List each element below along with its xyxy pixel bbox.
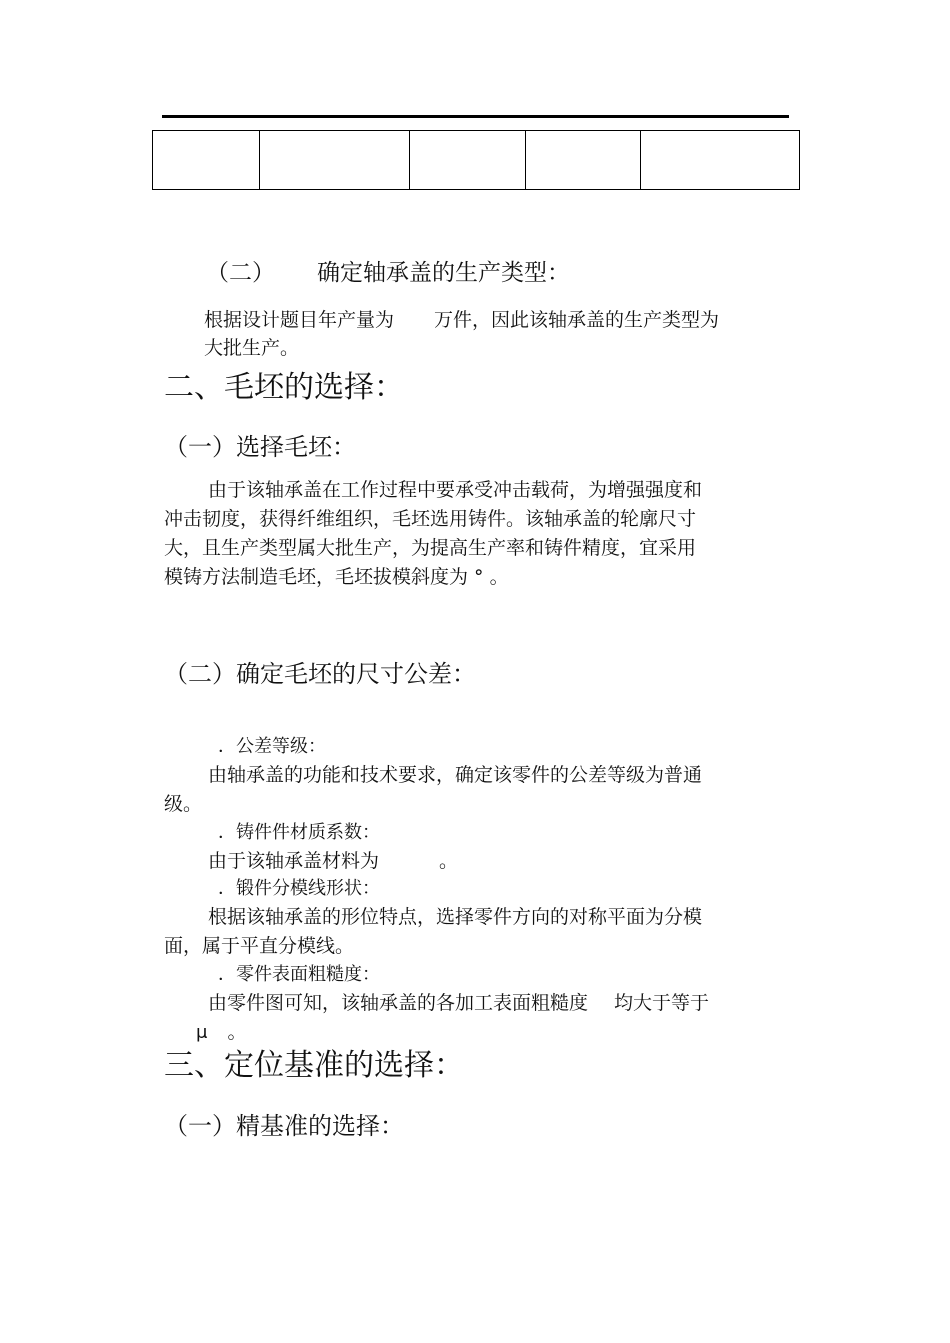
table-row xyxy=(153,131,800,190)
text-span: 根据设计题目年产量为 xyxy=(204,309,395,331)
blank-paragraph-line2: 冲击韧度，获得纤维组织，毛坯选用铸件。该轴承盖的轮廓尺寸 xyxy=(164,508,697,530)
text-span: 。 xyxy=(439,850,459,872)
table-cell xyxy=(410,131,526,190)
mu-symbol: μ xyxy=(196,1022,208,1043)
text-span: 均大于等于 xyxy=(614,992,710,1014)
section-title-datum-selection: 三、定位基准的选择： xyxy=(164,1048,464,1083)
table-cell xyxy=(526,131,641,190)
parting-line-line2: 面，属于平直分模线。 xyxy=(164,935,355,957)
blank-paragraph-line3: 大，且生产类型属大批生产，为提高生产率和铸件精度，宜采用 xyxy=(164,537,697,559)
heading-production-type xyxy=(206,254,570,287)
item-label-surface-roughness: ．零件表面粗糙度： xyxy=(218,964,380,985)
tolerance-grade-line1: 由轴承盖的功能和技术要求，确定该零件的公差等级为普通 xyxy=(208,764,703,786)
item-label-parting-line: ．锻件分模线形状： xyxy=(218,878,380,899)
table-cell xyxy=(641,131,800,190)
heading-dimension-tolerance: （二）确定毛坯的尺寸公差： xyxy=(164,660,476,688)
text-span: 由零件图可知，该轴承盖的各加工表面粗糙度 xyxy=(208,992,589,1014)
surface-roughness-line1 xyxy=(208,988,709,1015)
text-span: 万件，因此该轴承盖的生产类型为 xyxy=(434,309,720,331)
production-paragraph-line2: 大批生产。 xyxy=(204,337,300,359)
item-label-material-factor: ．铸件件材质系数： xyxy=(218,822,380,843)
heading-number: （二） xyxy=(206,260,275,286)
table-cell xyxy=(153,131,260,190)
production-paragraph-line1 xyxy=(204,305,719,332)
text-span: 。 xyxy=(227,1021,247,1043)
heading-text: 确定轴承盖的生产类型： xyxy=(317,260,570,286)
header-table xyxy=(152,130,800,190)
tolerance-grade-line2: 级。 xyxy=(164,793,203,815)
parting-line-line1: 根据该轴承盖的形位特点，选择零件方向的对称平面为分模 xyxy=(208,906,703,928)
text-span: 由于该轴承盖材料为 xyxy=(208,850,380,872)
heading-fine-datum: （一）精基准的选择： xyxy=(164,1112,404,1140)
blank-paragraph-line4: 模铸方法制造毛坯，毛坯拔模斜度为 ° 。 xyxy=(164,566,509,588)
material-factor-line xyxy=(208,846,458,873)
section-title-blank-selection: 二、毛坯的选择： xyxy=(164,370,404,405)
blank-paragraph-line1: 由于该轴承盖在工作过程中要承受冲击载荷，为增强强度和 xyxy=(208,479,703,501)
item-label-tolerance-grade: ．公差等级： xyxy=(218,736,326,757)
heading-select-blank: （一）选择毛坯： xyxy=(164,433,356,461)
table-cell xyxy=(260,131,410,190)
header-rule xyxy=(162,115,789,118)
